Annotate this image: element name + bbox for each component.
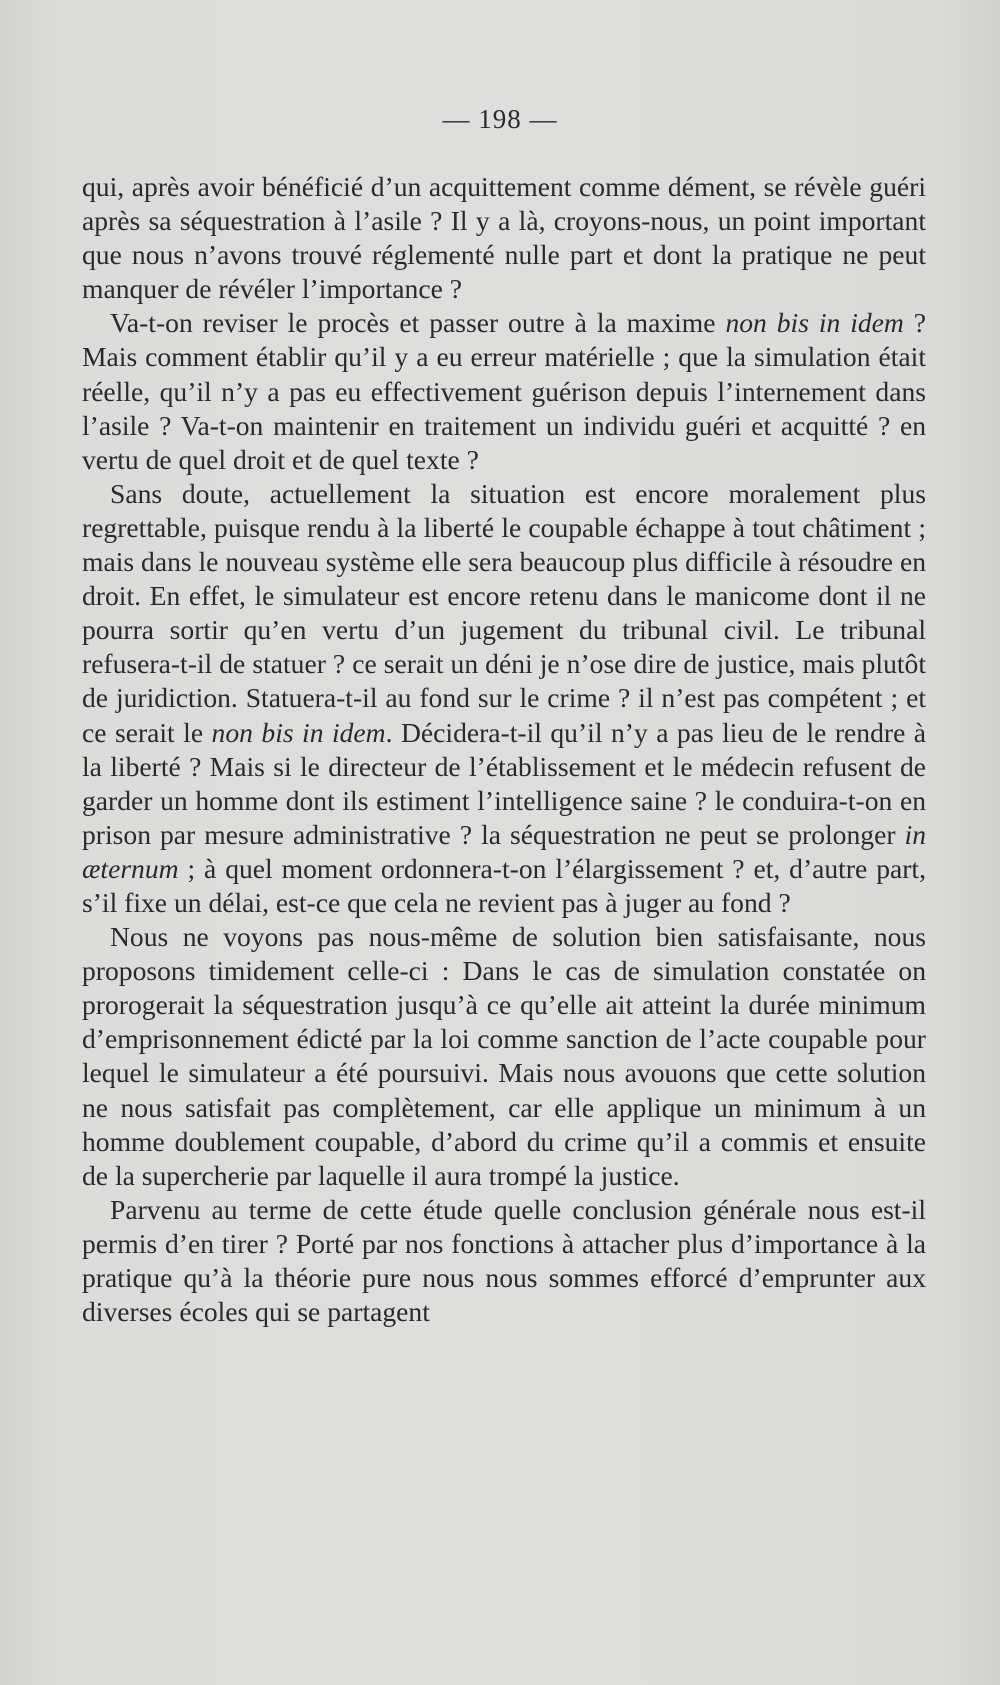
paragraph-2 [82, 306, 926, 476]
paragraph-1 [82, 170, 926, 306]
latin-phrase: in æternum [82, 818, 926, 884]
text-run: . Décidera-t-il qu’il n’y a pas lieu de le rendre à la liberté ? Mais si le directeur de l’établissement et le médecin refusent de garder un homme dont ils estiment l’intelligence saine ? le conduira-t-on en prison par mesure administrative ? la séquestration ne peut se prolonger [82, 716, 927, 850]
text-run: Parvenu au terme de cette étude quelle conclusion générale nous est-il permis d’en tirer ? Porté par nos fonctions à attacher plus d’importance à la pratique qu’à la théorie pure nous nous sommes efforcé d’emprunter aux diverses écoles qui se partagent [82, 1193, 926, 1328]
text-run: Va-t-on reviser le procès et passer outre à la maxime [110, 307, 726, 339]
text-run: qui, après avoir bénéficié d’un acquittement comme dément, se révèle guéri après sa séquestration à l’asile ? Il y a là, croyons-nous, un point important que nous n’avons trouvé réglementé nulle part et dont la pratique ne peut manquer de révéler l’importance ? [82, 171, 926, 305]
paragraph-5 [82, 1193, 926, 1329]
paragraph-3 [82, 477, 926, 920]
paragraph-4 [82, 920, 926, 1193]
text-run: Nous ne voyons pas nous-même de solution bien satisfaisante, nous proposons timidement celle-ci : Dans le cas de simulation constatée on prorogerait la séquestration jusqu’à ce qu’elle ait atteint la durée minimum d’emprisonnement édicté par la loi comme sanction de l’acte coupable pour lequel le simulateur a été poursuivi. Mais nous avouons que cette solution ne nous satisfait pas complètement, car elle applique un minimum à un homme doublement coupable, d’abord du crime qu’il a commis et ensuite de la supercherie par laquelle il aura trompé la justice. [82, 921, 926, 1191]
page-number: — 198 — [442, 104, 558, 134]
body-text [82, 170, 926, 1329]
latin-phrase: non bis in idem [211, 716, 386, 748]
text-run: Sans doute, actuellement la situation est encore moralement plus regrettable, puisque rendu à la liberté le coupable échappe à tout châtiment ; mais dans le nouveau système elle sera beaucoup plus difficile à résoudre en droit. En effet, le simulateur est encore retenu dans le manicome dont il ne pourra sortir qu’en vertu d’un jugement du tribunal civil. Le tribunal refusera-t-il de statuer ? ce serait un déni je n’ose dire de justice, mais plutôt de juridiction. Statuera-t-il au fond sur le crime ? il n’est pas compétent ; et ce serait le [82, 477, 926, 748]
latin-phrase: non bis in idem [725, 307, 904, 339]
text-run: ? Mais comment établir qu’il y a eu erreur matérielle ; que la simulation était réelle, qu’il n’y a pas eu effectivement guérison depuis l’internement dans l’asile ? Va-t-on maintenir en traitement un individu guéri et acquitté ? en vertu de quel droit et de quel texte ? [82, 307, 927, 475]
text-run: ; à quel moment ordonnera-t-on l’élargissement ? et, d’autre part, s’il fixe un délai, est-ce que cela ne revient pas à juger au fond ? [82, 852, 926, 918]
